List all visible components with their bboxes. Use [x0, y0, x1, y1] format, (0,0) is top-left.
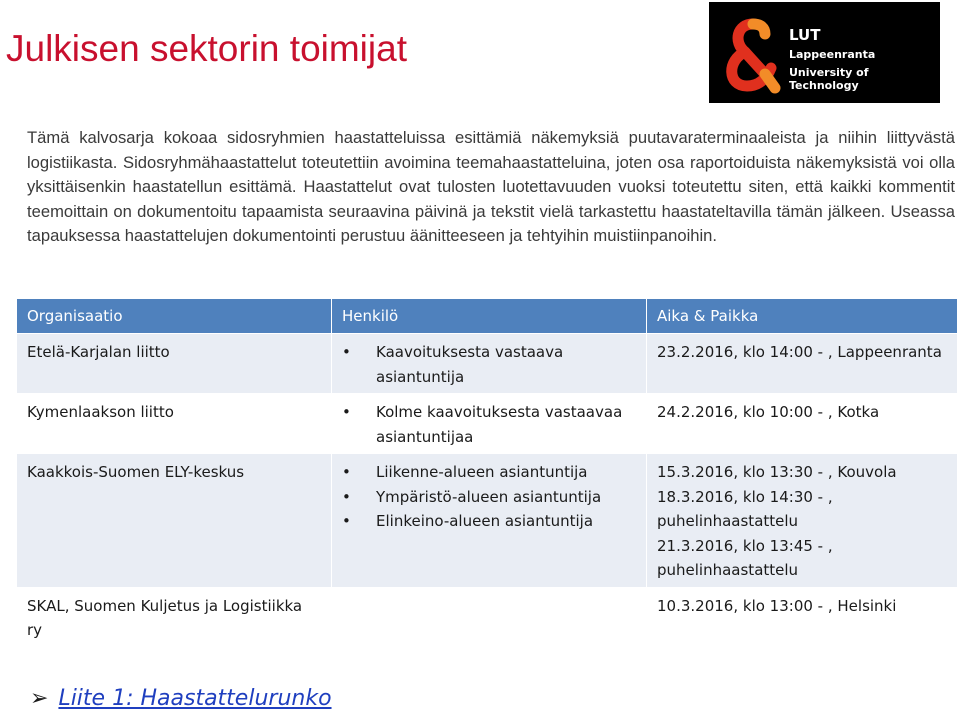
- intro-paragraph: Tämä kalvosarja kokoaa sidosryhmien haastatteluissa esittämiä näkemyksiä puutavaraterminaaleista ja niihin liittyvästä logistiikasta. Sidosryhmähaastattelut toteutettiin avoimina teemahaastatteluina, joten osa raportoiduista näkemyksistä voi olla yksittäisenkin haastatellun esittämä. Haastattelut ovat tulosten luotettavuuden vuoksi toteutettu siten, että kaikki kommentit teemoittain on dokumentoitu tapaamista seuraavina päivinä ja tekstit vielä tarkastettu haastateltavilla tämän jälkeen. Useassa tapauksessa haastattelujen dokumentointi perustuu äänitteeseen ja tehtyihin muistiinpanoihin.: [27, 128, 955, 245]
- page-title: Julkisen sektorin toimijat: [6, 28, 407, 69]
- table-row: [17, 334, 958, 394]
- list-item: • Ympäristö-alueen asiantuntija: [376, 485, 636, 510]
- cell-persons: [332, 394, 647, 454]
- lut-logo-icon: [719, 16, 781, 94]
- person-list: [342, 400, 636, 449]
- cell-time-place: [647, 394, 958, 454]
- header-time-place: Aika & Paikka: [647, 299, 958, 334]
- cell-persons: [332, 587, 647, 647]
- cell-organisation: Etelä-Karjalan liitto: [17, 334, 332, 394]
- person-list: [342, 460, 636, 534]
- list-item: • Elinkeino-alueen asiantuntija: [376, 509, 636, 534]
- list-item: • Liikenne-alueen asiantuntija: [376, 460, 636, 485]
- table-row: [17, 587, 958, 647]
- lut-logo: [709, 2, 940, 103]
- table-row: [17, 394, 958, 454]
- appendix-link-line: [30, 686, 332, 711]
- time-entry: 15.3.2016, klo 13:30 - , Kouvola: [657, 463, 897, 481]
- header-organisation: Organisaatio: [17, 299, 332, 334]
- appendix-link[interactable]: Liite 1: Haastattelurunko: [58, 686, 332, 711]
- table-row: [17, 454, 958, 588]
- time-entry: 10.3.2016, klo 13:00 - , Helsinki: [657, 596, 897, 615]
- arrow-right-icon: ➢: [30, 686, 49, 711]
- time-entry: 23.2.2016, klo 14:00 - , Lappeenranta: [657, 343, 942, 361]
- cell-persons: [332, 454, 647, 588]
- cell-organisation: Kymenlaakson liitto: [17, 394, 332, 454]
- cell-persons: [332, 334, 647, 394]
- cell-time-place: [647, 454, 958, 588]
- interview-table: [16, 298, 958, 648]
- logo-text-lut: LUT: [789, 26, 821, 44]
- person-list: [342, 340, 636, 389]
- cell-organisation: Kaakkois-Suomen ELY-keskus: [17, 454, 332, 588]
- time-entry: 18.3.2016, klo 14:30 - , puhelinhaastattelu: [657, 487, 833, 530]
- header-person: Henkilö: [332, 299, 647, 334]
- logo-text-city: Lappeenranta: [789, 48, 876, 61]
- cell-time-place: [647, 334, 958, 394]
- list-item: • Kolme kaavoituksesta vastaavaa asiantuntijaa: [376, 400, 636, 449]
- cell-time-place: [647, 587, 958, 647]
- time-entry: 21.3.2016, klo 13:45 - , puhelinhaastattelu: [657, 536, 833, 579]
- time-entry: 24.2.2016, klo 10:00 - , Kotka: [657, 403, 880, 421]
- table-header-row: [17, 299, 958, 334]
- logo-text-university: University of Technology: [789, 66, 869, 92]
- list-item: • Kaavoituksesta vastaava asiantuntija: [376, 340, 636, 389]
- cell-organisation: SKAL, Suomen Kuljetus ja Logistiikka ry: [17, 587, 332, 647]
